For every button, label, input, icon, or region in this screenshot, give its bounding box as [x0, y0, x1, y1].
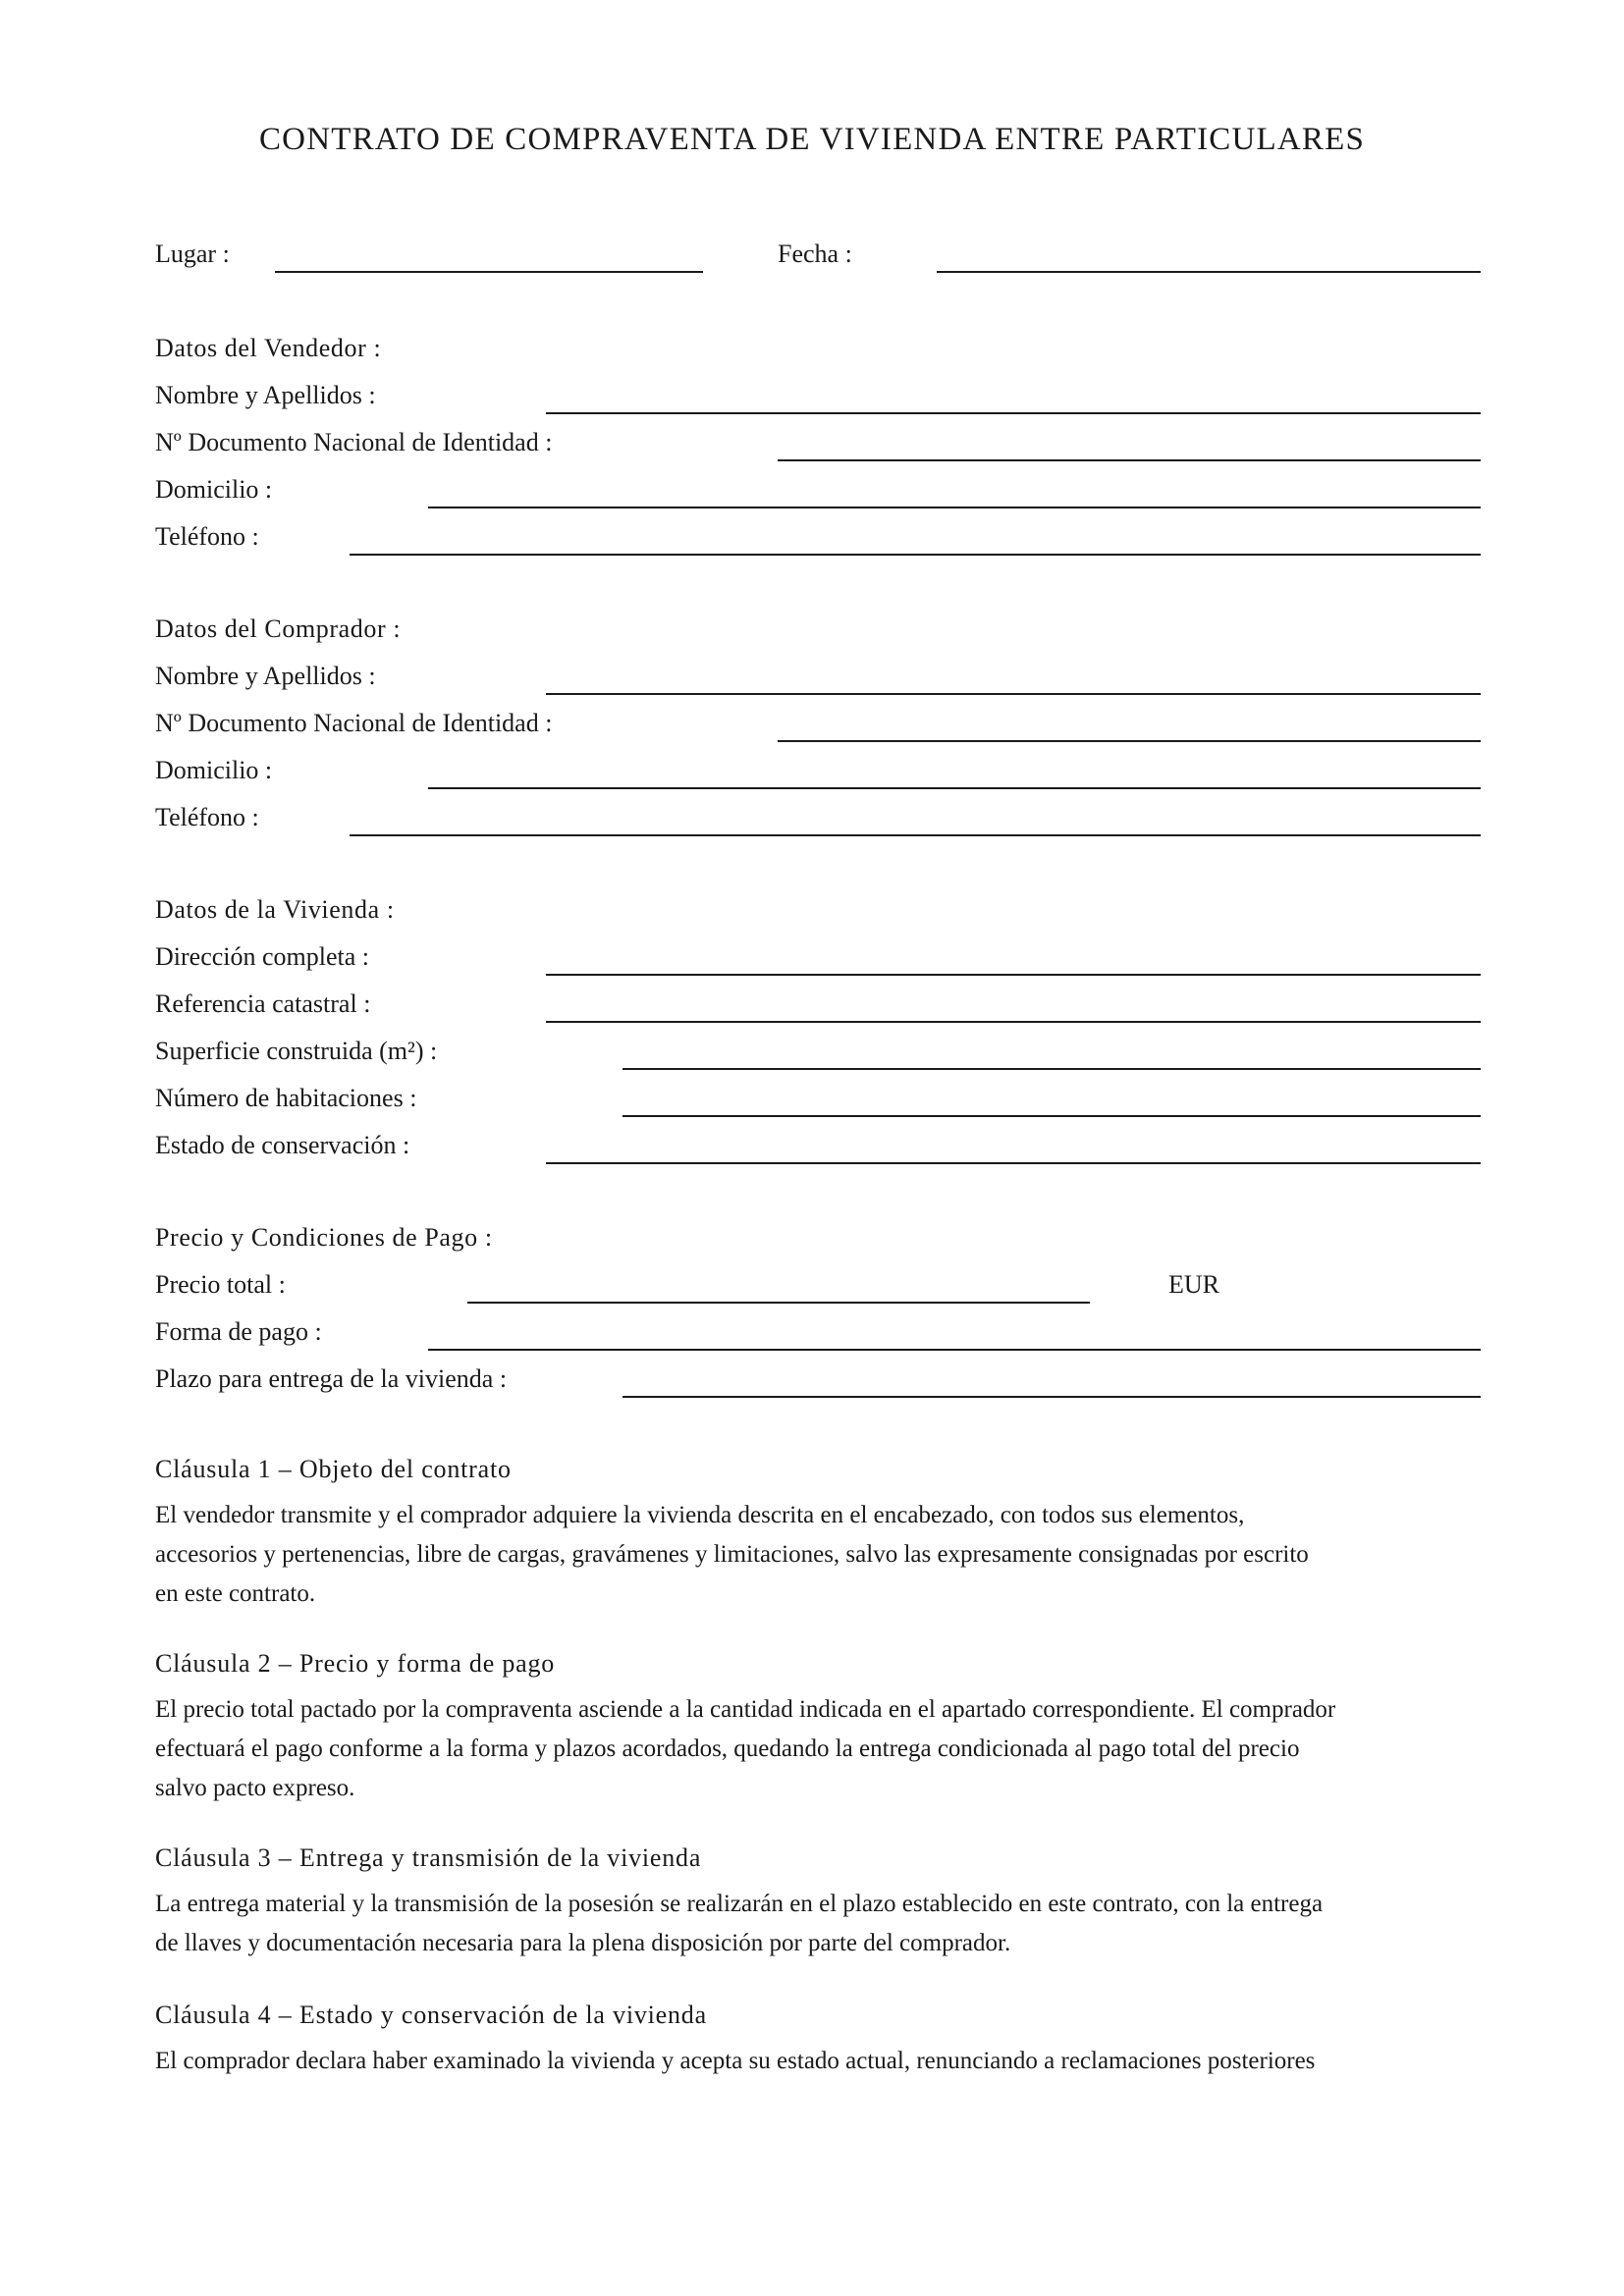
vendedor-domicilio-label: Domicilio : — [155, 475, 273, 504]
comprador-domicilio-row — [155, 754, 1477, 797]
vivienda-superficie-line[interactable] — [623, 1068, 1481, 1070]
vendedor-domicilio-line[interactable] — [428, 507, 1481, 508]
vivienda-catastral-line[interactable] — [546, 1021, 1481, 1023]
clause-2-line: El precio total pactado por la compraventa asciende a la cantidad indicada en el apartado correspondiente. El comprador — [155, 1696, 1336, 1723]
clause-4-text — [155, 2042, 1490, 2081]
vivienda-catastral-label: Referencia catastral : — [155, 989, 371, 1018]
vendedor-dni-row — [155, 426, 1477, 469]
vivienda-superficie-label: Superficie construida (m²) : — [155, 1037, 438, 1065]
vendedor-dni-line[interactable] — [778, 459, 1481, 461]
vivienda-heading: Datos de la Vivienda : — [155, 895, 395, 924]
clause-2-title: Cláusula 2 – Precio y forma de pago — [155, 1649, 556, 1678]
clause-4-line: El comprador declara haber examinado la vivienda y acepta su estado actual, renunciando a reclamaciones posteriores — [155, 2048, 1316, 2074]
clause-3-line: La entrega material y la transmisión de la posesión se realizarán en el plazo establecido en este contrato, con la entrega — [155, 1891, 1324, 1917]
clause-2-line: efectuará el pago conforme a la forma y plazos acordados, quedando la entrega condicionada al pago total del precio — [155, 1735, 1300, 1762]
comprador-telefono-row — [155, 801, 1477, 844]
clause-3-text — [155, 1885, 1490, 1963]
comprador-telefono-line[interactable] — [350, 834, 1481, 836]
vivienda-estado-row — [155, 1129, 1477, 1172]
vendedor-domicilio-row — [155, 473, 1477, 516]
pago-plazo-row — [155, 1362, 1477, 1406]
comprador-domicilio-label: Domicilio : — [155, 756, 273, 784]
vivienda-estado-label: Estado de conservación : — [155, 1131, 410, 1159]
comprador-nombre-line[interactable] — [546, 693, 1481, 695]
pago-forma-label: Forma de pago : — [155, 1317, 322, 1346]
lugar-field-line[interactable] — [275, 271, 703, 273]
vendedor-nombre-row — [155, 379, 1477, 422]
comprador-dni-label: Nº Documento Nacional de Identidad : — [155, 709, 553, 737]
pago-precio-line[interactable] — [467, 1302, 1090, 1304]
vendedor-nombre-line[interactable] — [546, 412, 1481, 414]
vivienda-direccion-row — [155, 940, 1477, 984]
vivienda-habitaciones-label: Número de habitaciones : — [155, 1084, 417, 1112]
pago-precio-label: Precio total : — [155, 1270, 286, 1299]
pago-forma-row — [155, 1315, 1477, 1359]
comprador-telefono-label: Teléfono : — [155, 803, 259, 831]
vivienda-habitaciones-row — [155, 1082, 1477, 1125]
comprador-nombre-label: Nombre y Apellidos : — [155, 662, 376, 690]
clause-1-line: accesorios y pertenencias, libre de cargas, gravámenes y limitaciones, salvo las expresamente consignadas por escrito — [155, 1541, 1309, 1568]
fecha-field-line[interactable] — [937, 271, 1481, 273]
lugar-label: Lugar : — [155, 240, 230, 268]
clause-2-text — [155, 1690, 1490, 1808]
vendedor-telefono-row — [155, 520, 1477, 563]
comprador-heading: Datos del Comprador : — [155, 614, 402, 643]
vendedor-telefono-line[interactable] — [350, 554, 1481, 556]
vendedor-nombre-label: Nombre y Apellidos : — [155, 381, 376, 409]
clause-2-line: salvo pacto expreso. — [155, 1775, 355, 1801]
comprador-dni-line[interactable] — [778, 740, 1481, 742]
clause-1-title: Cláusula 1 – Objeto del contrato — [155, 1455, 512, 1483]
pago-heading: Precio y Condiciones de Pago : — [155, 1223, 493, 1252]
vendedor-telefono-label: Teléfono : — [155, 522, 259, 551]
clause-1-line: en este contrato. — [155, 1580, 316, 1607]
vendedor-heading: Datos del Vendedor : — [155, 334, 382, 362]
vivienda-estado-line[interactable] — [546, 1162, 1481, 1164]
vivienda-direccion-label: Dirección completa : — [155, 942, 370, 971]
comprador-dni-row — [155, 707, 1477, 750]
clause-3-title: Cláusula 3 – Entrega y transmisión de la vivienda — [155, 1843, 702, 1872]
clause-1-text — [155, 1496, 1490, 1614]
clause-4-title: Cláusula 4 – Estado y conservación de la vivienda — [155, 2001, 707, 2029]
clause-1-line: El vendedor transmite y el comprador adquiere la vivienda descrita en el encabezado, con todos sus elementos, — [155, 1502, 1245, 1528]
currency-label: EUR — [1168, 1270, 1219, 1299]
clause-3-line: de llaves y documentación necesaria para la plena disposición por parte del comprador. — [155, 1930, 1011, 1956]
document-title: CONTRATO DE COMPRAVENTA DE VIVIENDA ENTRE PARTICULARES — [258, 122, 1366, 157]
vivienda-habitaciones-line[interactable] — [623, 1115, 1481, 1117]
pago-precio-row — [155, 1268, 1477, 1311]
vivienda-catastral-row — [155, 988, 1477, 1031]
pago-forma-line[interactable] — [428, 1349, 1481, 1351]
vivienda-superficie-row — [155, 1035, 1477, 1078]
vendedor-dni-label: Nº Documento Nacional de Identidad : — [155, 428, 553, 456]
comprador-nombre-row — [155, 660, 1477, 703]
pago-plazo-label: Plazo para entrega de la vivienda : — [155, 1364, 508, 1393]
comprador-domicilio-line[interactable] — [428, 787, 1481, 789]
fecha-label: Fecha : — [778, 240, 852, 268]
pago-plazo-line[interactable] — [623, 1396, 1481, 1398]
vivienda-direccion-line[interactable] — [546, 974, 1481, 976]
lugar-fecha-row — [155, 238, 1477, 281]
